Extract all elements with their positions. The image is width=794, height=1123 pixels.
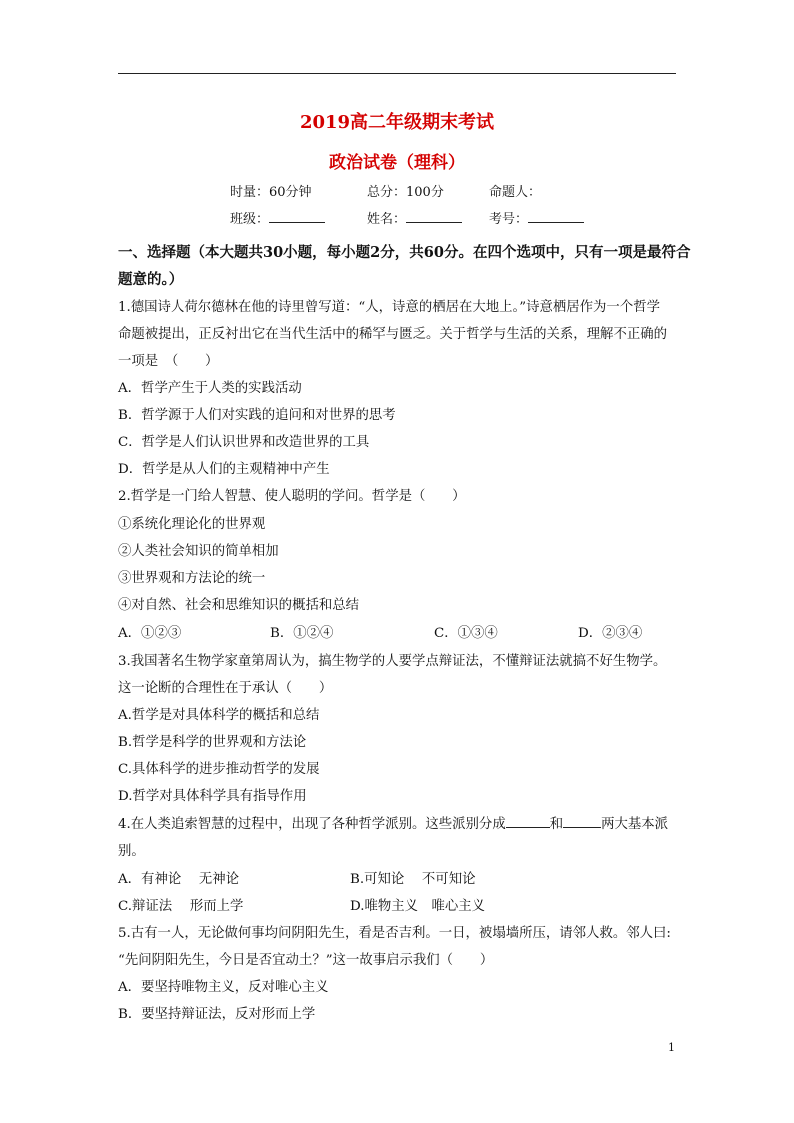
number-blank bbox=[528, 209, 584, 223]
q1-option-c: C．哲学是人们认识世界和改造世界的工具 bbox=[118, 435, 370, 450]
name-label: 姓名： bbox=[367, 212, 407, 227]
q4-stem-part1: 4.在人类追索智慧的过程中，出现了各种哲学派别。这些派别分成 bbox=[118, 817, 506, 832]
q5-option-b: B．要坚持辩证法，反对形而上学 bbox=[118, 1007, 316, 1022]
number-label: 考号： bbox=[489, 212, 529, 227]
q2-item-3: ③世界观和方法论的统一 bbox=[118, 571, 266, 586]
q4-stem-part3: 两大基本派 bbox=[601, 817, 669, 832]
q2-item-1: ①系统化理论化的世界观 bbox=[118, 517, 266, 532]
q1-stem-line2: 命题被提出，正反衬出它在当代生活中的稀罕与匮乏。关于哲学与生活的关系，理解不正确的 bbox=[118, 327, 668, 342]
q1-option-a: A．哲学产生于人类的实践活动 bbox=[118, 381, 302, 396]
class-blank bbox=[269, 209, 325, 223]
page-number: 1 bbox=[668, 1041, 675, 1054]
q1-option-d: D．哲学是从人们的主观精神中产生 bbox=[118, 462, 330, 477]
q5-stem-line1: 5.古有一人，无论做何事均问阴阳先生，看是否吉利。一日，被塌墙所压，请邻人救。邻人曰: bbox=[118, 926, 671, 941]
q4-stem-line1 bbox=[118, 813, 668, 832]
q5-option-a: A．要坚持唯物主义，反对唯心主义 bbox=[118, 980, 329, 995]
q1-stem-line1: 1.德国诗人荷尔德林在他的诗里曾写道：“人，诗意的栖居在大地上。”诗意栖居作为一个哲学 bbox=[118, 300, 660, 315]
q1-stem-line3: 一项是 （ ） bbox=[118, 354, 219, 369]
q2-option-b: B．①②④ bbox=[270, 626, 334, 641]
q2-stem: 2.哲学是一门给人智慧、使人聪明的学问。哲学是（ ） bbox=[118, 489, 466, 504]
exam-subtitle: 政治试卷（理科） bbox=[329, 153, 465, 173]
q3-option-b: B.哲学是科学的世界观和方法论 bbox=[118, 735, 307, 750]
q4-option-c: C.辩证法 形而上学 bbox=[118, 899, 244, 914]
score-label: 总分：100分 bbox=[367, 185, 444, 200]
q4-stem-part2: 和 bbox=[549, 817, 564, 832]
class-field bbox=[230, 208, 325, 227]
q3-stem-line1: 3.我国著名生物学家童第周认为，搞生物学的人要学点辩证法，不懂辩证法就搞不好生物学。 bbox=[118, 654, 667, 669]
header-rule bbox=[118, 73, 676, 74]
q3-option-a: A.哲学是对具体科学的概括和总结 bbox=[118, 708, 320, 723]
q1-option-b: B．哲学源于人们对实践的追问和对世界的思考 bbox=[118, 408, 396, 423]
q4-option-d: D.唯物主义 唯心主义 bbox=[350, 899, 486, 914]
name-field bbox=[367, 208, 462, 227]
q5-stem-line2: “先问阴阳先生，今日是否宜动土？”这一故事启示我们（ ） bbox=[118, 953, 494, 968]
q2-item-2: ②人类社会知识的简单相加 bbox=[118, 544, 279, 559]
q2-item-4: ④对自然、社会和思维知识的概括和总结 bbox=[118, 598, 360, 613]
author-label: 命题人： bbox=[489, 185, 542, 200]
q3-option-c: C.具体科学的进步推动哲学的发展 bbox=[118, 762, 320, 777]
q2-option-a: A．①②③ bbox=[118, 626, 182, 641]
q4-blank-2 bbox=[563, 814, 601, 828]
q4-option-a: A．有神论 无神论 bbox=[118, 872, 240, 887]
q3-stem-line2: 这一论断的合理性在于承认（ ） bbox=[118, 681, 333, 696]
number-field bbox=[489, 208, 584, 227]
exam-title: 2019高二年级期末考试 bbox=[299, 112, 495, 133]
class-label: 班级： bbox=[230, 212, 270, 227]
time-label: 时量：60分钟 bbox=[230, 185, 312, 200]
section-heading-line2: 题意的。） bbox=[118, 271, 184, 288]
section-heading-line1: 一、选择题（本大题共30小题，每小题2分，共60分。在四个选项中，只有一项是最符合 bbox=[118, 244, 691, 261]
name-blank bbox=[406, 209, 462, 223]
q4-option-b: B.可知论 不可知论 bbox=[350, 872, 476, 887]
q4-blank-1 bbox=[506, 814, 550, 828]
q2-option-d: D．②③④ bbox=[578, 626, 643, 641]
q3-option-d: D.哲学对具体科学具有指导作用 bbox=[118, 789, 307, 804]
q4-stem-line2: 别。 bbox=[118, 844, 145, 859]
q2-option-c: C．①③④ bbox=[434, 626, 498, 641]
